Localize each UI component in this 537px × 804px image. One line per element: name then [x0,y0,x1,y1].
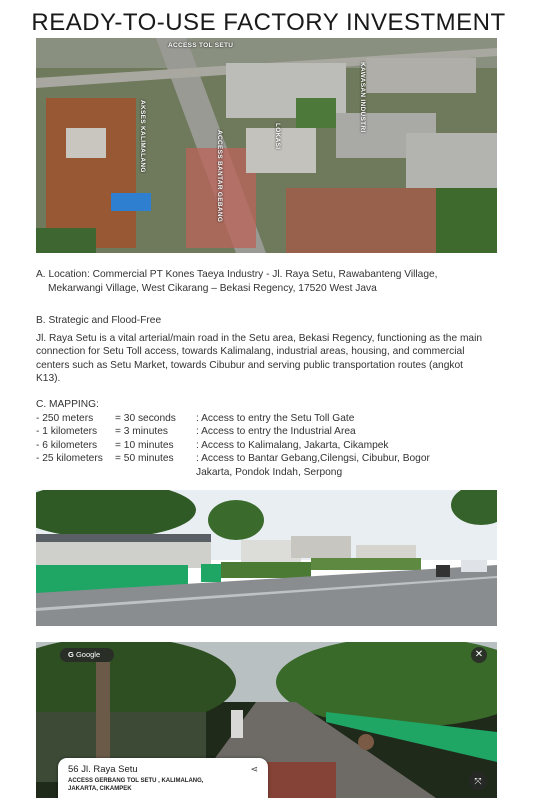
section-mapping [36,398,506,479]
aerial-label-kalimalang: AKSES KALIMALANG [139,100,146,173]
mapping-distance: - 250 meters [36,412,94,424]
mapping-row [36,439,506,453]
strategic-heading: B. Strategic and Flood-Free [36,315,162,326]
strategic-line: Jl. Raya Setu is a vital arterial/main road in the Setu area, Bekasi Regency, functioning as the main [36,332,483,344]
street-view-subtitle [68,777,203,793]
street-photo [36,490,497,626]
location-line-1: A. Location: Commercial PT Kones Taeya Industry - Jl. Raya Setu, Rawabanteng Village, [36,269,438,280]
aerial-photo-image [36,38,497,253]
mapping-time: = 50 minutes [115,453,174,464]
google-brand-label: Google [75,650,101,659]
street-view-address: 56 Jl. Raya Setu [68,764,138,775]
street-photo-image [36,490,497,626]
street-view-subtitle-line: ACCESS GERBANG TOL SETU , KALIMALANG, [68,778,204,784]
mapping-time: = 3 minutes [115,426,168,437]
mapping-heading: C. MAPPING: [36,399,99,410]
page-title: READY-TO-USE FACTORY INVESTMENT [31,9,506,36]
section-location [36,268,506,295]
mapping-row [36,466,506,480]
google-street-view[interactable] [36,642,497,798]
close-icon[interactable]: ✕ [471,647,487,663]
mapping-desc: : Access to entry the Setu Toll Gate [196,412,355,424]
google-brand-pill[interactable] [60,648,114,662]
aerial-photo [36,38,497,253]
section-strategic [36,314,506,386]
strategic-line: centers such as Setu Market, towards Cibubur and serving public transportation routes (angkot [36,359,463,371]
aerial-label-lokasi: LOKASI [274,123,281,150]
mapping-row [36,452,506,466]
mapping-time: = 30 seconds [115,412,176,424]
street-view-info-card[interactable] [58,758,268,798]
location-line-2: Mekarwangi Village, West Cikarang – Bekasi Regency, 17520 West Java [48,282,377,294]
mapping-time: = 10 minutes [115,439,174,451]
mapping-desc: : Access to Kalimalang, Jakarta, Cikampek [196,439,389,451]
share-icon[interactable]: ⋖ [250,764,258,774]
google-g-icon: G [68,650,74,659]
compass-icon[interactable]: ⤧ [469,772,487,790]
strategic-line: connection for Setu Toll access, towards Kalimalang, industrial areas, housing, and commercial [36,346,465,357]
mapping-distance: - 6 kilometers [36,439,98,451]
street-view-subtitle-line: JAKARTA, CIKAMPEK [68,786,132,792]
aerial-label-bantar-gebang: ACCESS BANTAR GEBANG [216,130,223,223]
aerial-label-kawasan: KAWASAN INDUSTRI [359,62,366,133]
aerial-label-toll: ACCESS TOL SETU [168,42,234,49]
mapping-desc: : Access to entry the Industrial Area [196,426,356,437]
mapping-row [36,412,506,426]
mapping-distance: - 1 kilometers [36,426,98,437]
mapping-desc: Jakarta, Pondok Indah, Serpong [196,466,343,478]
mapping-distance: - 25 kilometers [36,453,103,464]
mapping-row [36,425,506,439]
mapping-desc: : Access to Bantar Gebang,Cilengsi, Cibubur, Bogor [196,453,430,464]
strategic-line: K13). [36,373,61,384]
